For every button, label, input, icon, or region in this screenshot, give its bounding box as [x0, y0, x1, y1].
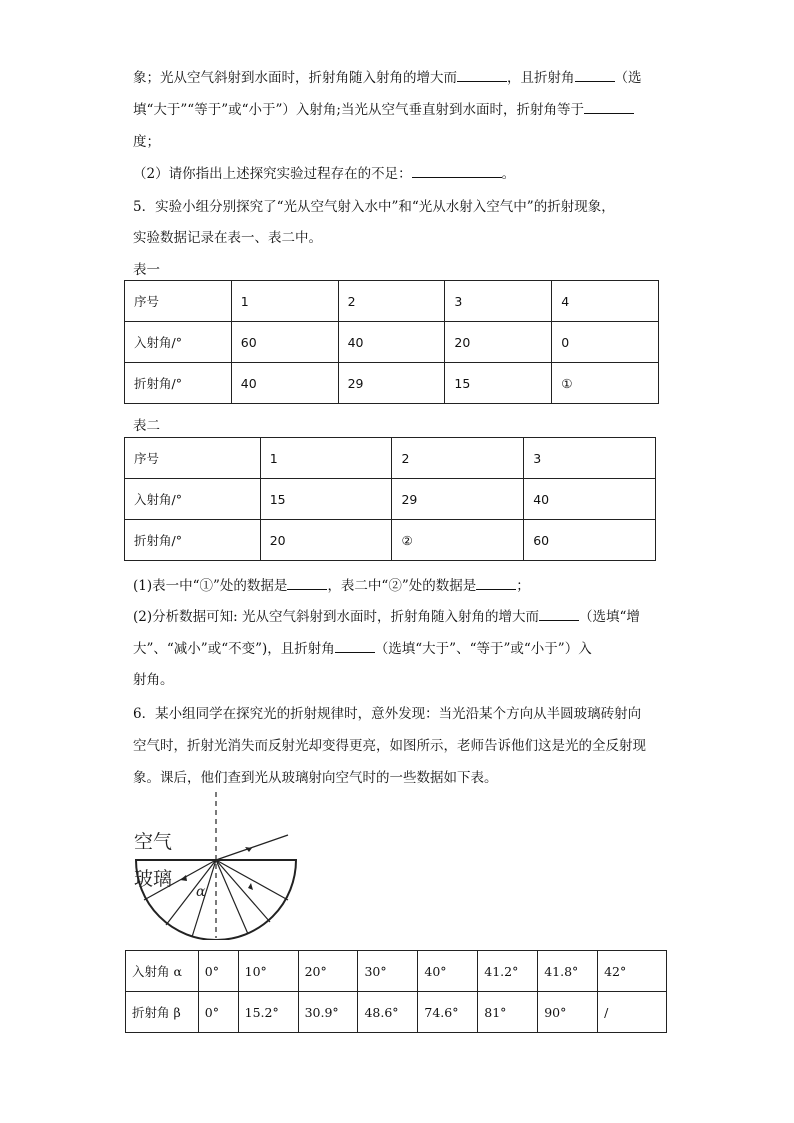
- table-cell: 81°: [478, 992, 538, 1033]
- q5-text: ；: [516, 578, 530, 594]
- q4-text: 填“大于”“等于”或“小于”）入射角;当光从空气垂直射到水面时，折射角等于: [133, 102, 584, 118]
- q5-sub-2b: [133, 637, 592, 657]
- air-label: 空气: [134, 831, 173, 853]
- table-cell: 4: [552, 281, 659, 322]
- q5-sub-1: [133, 574, 530, 594]
- q5-stem-1: 5．实验小组分别探究了“光从空气射入水中”和“光从水射入空气中”的折射现象，: [133, 199, 615, 215]
- table-cell: 74.6°: [418, 992, 478, 1033]
- q5-text: （选填“增: [578, 609, 640, 625]
- table-row: [125, 438, 656, 479]
- table-cell: 42°: [598, 951, 667, 992]
- table-cell: 41.2°: [478, 951, 538, 992]
- q5-text: (1)表一中“①”处的数据是: [133, 578, 288, 594]
- q5-text: (2)分析数据可知: 光从空气斜射到水面时，折射角随入射角的增大而: [133, 609, 539, 625]
- answer-blank[interactable]: [457, 69, 507, 82]
- table-cell: 0°: [198, 992, 238, 1033]
- q4-line-1: [133, 66, 642, 86]
- table-1: [124, 280, 659, 404]
- refracted-ray: [216, 835, 288, 860]
- table-cell: 1: [231, 281, 338, 322]
- table-cell: 1: [260, 438, 392, 479]
- reflected-ray: [216, 860, 288, 900]
- reflected-ray: [216, 860, 248, 934]
- table-row: [125, 322, 659, 363]
- q6-stem-3: 象。课后，他们查到光从玻璃射向空气时的一些数据如下表。: [133, 770, 498, 786]
- table-cell: 15: [260, 479, 392, 520]
- table-cell: 3: [524, 438, 656, 479]
- table-cell: 60: [524, 520, 656, 561]
- answer-blank[interactable]: [412, 165, 502, 178]
- angle-alpha-label: α: [196, 884, 206, 900]
- table-cell: 40: [231, 363, 338, 404]
- table-cell: 20: [445, 322, 552, 363]
- table2-caption: 表二: [133, 418, 160, 434]
- q4-text: 。: [501, 166, 516, 182]
- table-cell: 15: [445, 363, 552, 404]
- table-cell: ②: [392, 520, 524, 561]
- table-cell: 序号: [125, 281, 232, 322]
- table-cell: 入射角/°: [125, 479, 261, 520]
- answer-blank[interactable]: [335, 640, 375, 653]
- q6-stem-1: 6．某小组同学在探究光的折射规律时，意外发现：当光沿某个方向从半圆玻璃砖射向: [133, 706, 642, 722]
- table-cell: 40: [338, 322, 445, 363]
- table-cell: 3: [445, 281, 552, 322]
- q4-text: 象；光从空气斜射到水面时，折射角随入射角的增大而: [133, 70, 457, 86]
- table-cell: 60: [231, 322, 338, 363]
- table-cell: 48.6°: [358, 992, 418, 1033]
- table-3: [125, 950, 667, 1033]
- table-cell: 折射角/°: [125, 520, 261, 561]
- answer-blank[interactable]: [575, 69, 615, 82]
- table-cell: 20°: [298, 951, 358, 992]
- q4-line-3: 度；: [133, 134, 160, 150]
- arrow-icon: [180, 875, 187, 881]
- table-cell: 序号: [125, 438, 261, 479]
- q5-sub-2c: 射角。: [133, 672, 174, 688]
- q4-line-2: [133, 98, 634, 118]
- q4-text: （选: [614, 70, 642, 86]
- q4-text: ，且折射角: [507, 70, 575, 86]
- table-cell: 29: [338, 363, 445, 404]
- incident-ray: [166, 860, 216, 925]
- table-row: [125, 281, 659, 322]
- table-cell: 30.9°: [298, 992, 358, 1033]
- q5-text: （选填“大于”、“等于”或“小于”）入: [374, 641, 592, 657]
- q4-part-2: [133, 162, 515, 182]
- table-cell: 0: [552, 322, 659, 363]
- table-cell: 入射角/°: [125, 322, 232, 363]
- table-cell: 2: [338, 281, 445, 322]
- table-cell: 30°: [358, 951, 418, 992]
- table-cell: 90°: [538, 992, 598, 1033]
- table-cell: 入射角 α: [126, 951, 199, 992]
- table1-caption: 表一: [133, 262, 160, 278]
- q5-text: 大”、“减小”或“不变”)，且折射角: [133, 641, 335, 657]
- table-cell: 40°: [418, 951, 478, 992]
- table-cell: 20: [260, 520, 392, 561]
- table-row: [125, 479, 656, 520]
- table-row: [125, 520, 656, 561]
- q5-stem-2: 实验数据记录在表一、表二中。: [133, 230, 322, 246]
- table-cell: 15.2°: [238, 992, 298, 1033]
- q5-text: ，表二中“②”处的数据是: [327, 578, 477, 594]
- table-cell: 10°: [238, 951, 298, 992]
- table-cell: 29: [392, 479, 524, 520]
- q4-text: （2）请你指出上述探究实验过程存在的不足：: [133, 166, 412, 182]
- table-cell: 2: [392, 438, 524, 479]
- answer-blank[interactable]: [584, 101, 634, 114]
- table-2: [124, 437, 656, 561]
- table-row: [126, 992, 667, 1033]
- answer-blank[interactable]: [287, 577, 327, 590]
- table-cell: ①: [552, 363, 659, 404]
- q6-stem-2: 空气时，折射光消失而反射光却变得更亮，如图所示，老师告诉他们这是光的全反射现: [133, 738, 646, 754]
- answer-blank[interactable]: [476, 577, 516, 590]
- table-cell: 折射角/°: [125, 363, 232, 404]
- table-cell: 40: [524, 479, 656, 520]
- q5-sub-2a: [133, 605, 640, 625]
- table-cell: /: [598, 992, 667, 1033]
- table-cell: 41.8°: [538, 951, 598, 992]
- answer-blank[interactable]: [539, 608, 579, 621]
- arrow-icon: [248, 883, 253, 890]
- table-row: [125, 363, 659, 404]
- table-cell: 0°: [198, 951, 238, 992]
- table-row: [126, 951, 667, 992]
- total-reflection-figure: [130, 790, 320, 940]
- table-cell: 折射角 β: [126, 992, 199, 1033]
- reflected-ray: [216, 860, 270, 922]
- glass-label: 玻璃: [134, 868, 173, 890]
